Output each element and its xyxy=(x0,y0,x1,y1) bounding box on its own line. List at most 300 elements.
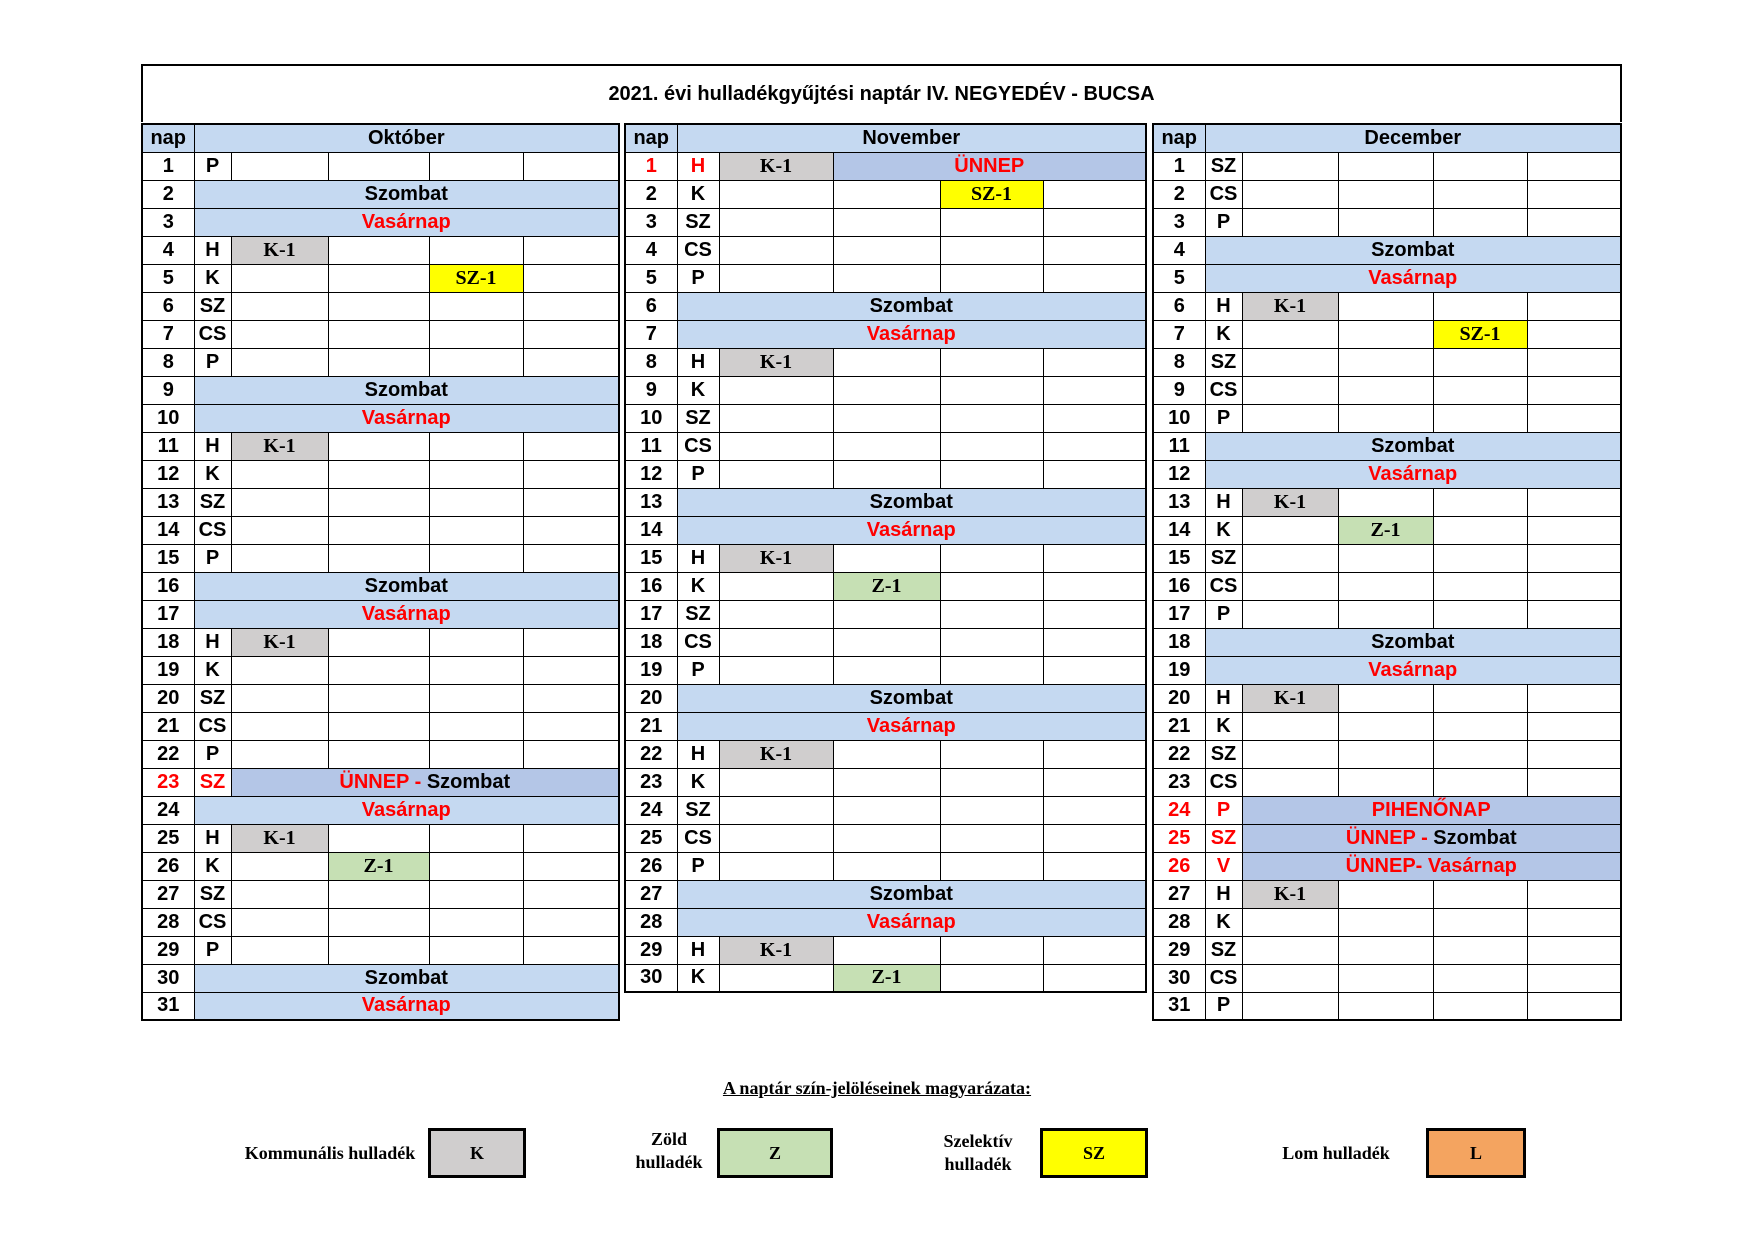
collection-slot xyxy=(523,544,619,572)
day-row xyxy=(625,348,1146,376)
day-number: 27 xyxy=(1153,880,1205,908)
collection-slot xyxy=(1527,992,1621,1020)
weekday: P xyxy=(1205,208,1242,236)
collection-slot xyxy=(429,824,523,852)
collection-slot xyxy=(940,936,1043,964)
day-number: 12 xyxy=(1153,460,1205,488)
day-row xyxy=(1153,348,1621,376)
collection-slot xyxy=(1338,544,1433,572)
collection-slot xyxy=(231,264,328,292)
day-row xyxy=(142,544,619,572)
collection-slot xyxy=(429,852,523,880)
collection-slot xyxy=(1527,908,1621,936)
collection-slot xyxy=(328,460,429,488)
collection-slot: SZ-1 xyxy=(1433,320,1527,348)
collection-slot xyxy=(328,320,429,348)
collection-slot xyxy=(940,600,1043,628)
collection-slot xyxy=(1043,432,1146,460)
day-row xyxy=(1153,264,1621,292)
day-number: 30 xyxy=(1153,964,1205,992)
collection-slot xyxy=(719,180,833,208)
day-row xyxy=(1153,936,1621,964)
weekday: SZ xyxy=(677,208,719,236)
collection-slot xyxy=(1338,180,1433,208)
collection-slot xyxy=(429,516,523,544)
collection-slot xyxy=(1433,208,1527,236)
collection-slot xyxy=(1338,488,1433,516)
weekday: SZ xyxy=(677,600,719,628)
day-row xyxy=(1153,320,1621,348)
day-number: 22 xyxy=(142,740,194,768)
day-row xyxy=(142,488,619,516)
day-number: 2 xyxy=(1153,180,1205,208)
collection-slot xyxy=(523,236,619,264)
collection-slot: Z-1 xyxy=(328,852,429,880)
day-row xyxy=(1153,404,1621,432)
weekday: P xyxy=(194,152,231,180)
day-row xyxy=(1153,824,1621,852)
collection-slot xyxy=(719,236,833,264)
collection-slot xyxy=(1433,992,1527,1020)
saturday-band: Szombat xyxy=(194,964,619,992)
collection-slot xyxy=(940,460,1043,488)
collection-slot xyxy=(940,656,1043,684)
weekday: P xyxy=(1205,600,1242,628)
collection-slot xyxy=(328,936,429,964)
day-row xyxy=(142,992,619,1020)
day-number: 12 xyxy=(142,460,194,488)
day-row xyxy=(1153,460,1621,488)
collection-slot xyxy=(1433,936,1527,964)
day-number: 25 xyxy=(1153,824,1205,852)
collection-slot xyxy=(1043,852,1146,880)
day-row xyxy=(625,180,1146,208)
weekday: CS xyxy=(194,908,231,936)
day-row xyxy=(142,236,619,264)
collection-slot xyxy=(1433,712,1527,740)
saturday-band: Szombat xyxy=(1205,236,1621,264)
collection-slot: K-1 xyxy=(719,348,833,376)
collection-slot xyxy=(1433,348,1527,376)
day-number: 4 xyxy=(142,236,194,264)
collection-slot xyxy=(719,432,833,460)
collection-slot: Z-1 xyxy=(833,572,940,600)
day-row xyxy=(625,964,1146,992)
collection-slot xyxy=(1043,768,1146,796)
day-number: 9 xyxy=(1153,376,1205,404)
day-row xyxy=(142,292,619,320)
collection-slot xyxy=(429,684,523,712)
collection-slot: K-1 xyxy=(231,628,328,656)
day-row xyxy=(625,824,1146,852)
collection-slot xyxy=(1433,488,1527,516)
day-number: 22 xyxy=(625,740,677,768)
collection-slot xyxy=(719,208,833,236)
legend-title: A naptár szín-jelöléseinek magyarázata: xyxy=(722,1078,1032,1098)
nap-header: nap xyxy=(625,124,677,152)
saturday-band: Szombat xyxy=(194,572,619,600)
collection-slot xyxy=(1043,208,1146,236)
collection-slot xyxy=(1527,964,1621,992)
weekday: K xyxy=(1205,516,1242,544)
day-number: 10 xyxy=(1153,404,1205,432)
day-row xyxy=(1153,376,1621,404)
day-row xyxy=(625,292,1146,320)
collection-slot xyxy=(523,516,619,544)
weekday: P xyxy=(1205,404,1242,432)
collection-slot xyxy=(940,544,1043,572)
day-row xyxy=(1153,292,1621,320)
day-number: 7 xyxy=(625,320,677,348)
weekday: CS xyxy=(677,236,719,264)
day-number: 13 xyxy=(142,488,194,516)
collection-slot xyxy=(328,824,429,852)
collection-slot xyxy=(523,628,619,656)
holiday-band: PIHENŐNAP xyxy=(1242,796,1621,824)
day-number: 14 xyxy=(625,516,677,544)
collection-slot xyxy=(833,264,940,292)
holiday-band xyxy=(231,768,619,796)
collection-slot xyxy=(1433,572,1527,600)
day-row xyxy=(142,712,619,740)
weekday: CS xyxy=(677,628,719,656)
collection-slot xyxy=(1527,880,1621,908)
day-number: 16 xyxy=(142,572,194,600)
day-row xyxy=(142,796,619,824)
day-row xyxy=(625,264,1146,292)
collection-slot xyxy=(1242,516,1338,544)
collection-slot xyxy=(523,824,619,852)
saturday-band: Szombat xyxy=(677,488,1146,516)
day-number: 31 xyxy=(1153,992,1205,1020)
day-row xyxy=(1153,656,1621,684)
sunday-band: Vasárnap xyxy=(194,600,619,628)
collection-slot xyxy=(1338,880,1433,908)
collection-slot xyxy=(940,376,1043,404)
collection-slot: Z-1 xyxy=(833,964,940,992)
collection-slot: SZ-1 xyxy=(940,180,1043,208)
collection-slot xyxy=(1043,544,1146,572)
collection-slot xyxy=(940,208,1043,236)
collection-slot xyxy=(833,208,940,236)
collection-slot xyxy=(1527,600,1621,628)
day-row xyxy=(142,376,619,404)
collection-slot xyxy=(1433,880,1527,908)
collection-slot xyxy=(1433,180,1527,208)
collection-slot xyxy=(940,796,1043,824)
day-number: 17 xyxy=(1153,600,1205,628)
day-number: 16 xyxy=(1153,572,1205,600)
day-number: 8 xyxy=(625,348,677,376)
collection-slot xyxy=(429,712,523,740)
saturday-band: Szombat xyxy=(677,880,1146,908)
day-number: 28 xyxy=(142,908,194,936)
day-number: 1 xyxy=(625,152,677,180)
day-row xyxy=(142,740,619,768)
weekday: H xyxy=(194,824,231,852)
weekday: SZ xyxy=(677,404,719,432)
weekday: K xyxy=(194,264,231,292)
collection-slot xyxy=(940,852,1043,880)
collection-slot xyxy=(523,684,619,712)
day-number: 12 xyxy=(625,460,677,488)
collection-slot xyxy=(1527,544,1621,572)
weekday: SZ xyxy=(677,796,719,824)
collection-slot xyxy=(523,656,619,684)
month-name: Október xyxy=(194,124,619,152)
collection-slot xyxy=(833,796,940,824)
day-row xyxy=(1153,488,1621,516)
day-number: 26 xyxy=(625,852,677,880)
weekday: CS xyxy=(677,432,719,460)
collection-slot: K-1 xyxy=(231,824,328,852)
collection-slot xyxy=(231,460,328,488)
collection-slot xyxy=(523,488,619,516)
collection-slot xyxy=(1043,376,1146,404)
collection-slot xyxy=(1338,992,1433,1020)
collection-slot xyxy=(719,600,833,628)
day-row xyxy=(625,320,1146,348)
day-number: 24 xyxy=(1153,796,1205,824)
calendar-december xyxy=(1152,123,1622,1021)
collection-slot xyxy=(1433,376,1527,404)
sunday-band: Vasárnap xyxy=(677,320,1146,348)
weekday: K xyxy=(677,180,719,208)
collection-slot: Z-1 xyxy=(1338,516,1433,544)
weekday: P xyxy=(677,264,719,292)
legend-label-lom: Lom hulladék xyxy=(1282,1143,1390,1163)
day-row xyxy=(142,320,619,348)
weekday: P xyxy=(677,656,719,684)
day-row xyxy=(625,628,1146,656)
weekday: CS xyxy=(1205,768,1242,796)
weekday: K xyxy=(1205,908,1242,936)
collection-slot xyxy=(1527,320,1621,348)
collection-slot xyxy=(719,824,833,852)
weekday: H xyxy=(1205,488,1242,516)
day-row xyxy=(142,600,619,628)
collection-slot xyxy=(523,740,619,768)
day-row xyxy=(1153,740,1621,768)
weekday: CS xyxy=(194,320,231,348)
day-row xyxy=(1153,852,1621,880)
collection-slot xyxy=(1433,404,1527,432)
weekday: CS xyxy=(677,824,719,852)
day-row xyxy=(1153,152,1621,180)
collection-slot xyxy=(328,236,429,264)
collection-slot xyxy=(1242,152,1338,180)
collection-slot xyxy=(1242,208,1338,236)
day-row xyxy=(625,432,1146,460)
day-row xyxy=(142,208,619,236)
collection-slot xyxy=(429,236,523,264)
collection-slot xyxy=(231,516,328,544)
collection-slot xyxy=(1338,572,1433,600)
day-number: 14 xyxy=(1153,516,1205,544)
collection-slot xyxy=(940,768,1043,796)
collection-slot xyxy=(523,348,619,376)
day-number: 8 xyxy=(1153,348,1205,376)
saturday-band: Szombat xyxy=(1205,628,1621,656)
weekday: K xyxy=(677,964,719,992)
day-number: 9 xyxy=(142,376,194,404)
holiday-band xyxy=(1242,824,1621,852)
day-row xyxy=(1153,432,1621,460)
weekday: P xyxy=(194,544,231,572)
collection-slot xyxy=(1043,348,1146,376)
day-number: 16 xyxy=(625,572,677,600)
nap-header: nap xyxy=(142,124,194,152)
nap-header: nap xyxy=(1153,124,1205,152)
weekday: SZ xyxy=(194,880,231,908)
day-number: 28 xyxy=(1153,908,1205,936)
collection-slot xyxy=(1043,404,1146,432)
day-number: 23 xyxy=(625,768,677,796)
collection-slot xyxy=(523,460,619,488)
collection-slot xyxy=(940,236,1043,264)
collection-slot xyxy=(231,320,328,348)
collection-slot xyxy=(429,348,523,376)
collection-slot xyxy=(1433,600,1527,628)
day-row xyxy=(625,236,1146,264)
weekday: CS xyxy=(1205,376,1242,404)
collection-slot xyxy=(833,236,940,264)
day-number: 30 xyxy=(625,964,677,992)
day-row xyxy=(1153,208,1621,236)
collection-slot xyxy=(1242,964,1338,992)
collection-slot xyxy=(1433,684,1527,712)
collection-slot xyxy=(1242,376,1338,404)
collection-slot xyxy=(523,320,619,348)
day-row xyxy=(142,628,619,656)
collection-slot: K-1 xyxy=(1242,684,1338,712)
collection-slot xyxy=(1242,348,1338,376)
collection-slot xyxy=(1043,936,1146,964)
day-row xyxy=(625,460,1146,488)
weekday: CS xyxy=(1205,572,1242,600)
collection-slot xyxy=(1338,376,1433,404)
collection-slot xyxy=(719,796,833,824)
day-row xyxy=(142,460,619,488)
collection-slot xyxy=(833,768,940,796)
day-row xyxy=(1153,544,1621,572)
collection-slot xyxy=(1433,292,1527,320)
day-number: 4 xyxy=(1153,236,1205,264)
day-row xyxy=(625,908,1146,936)
day-row xyxy=(142,264,619,292)
collection-slot xyxy=(1338,684,1433,712)
legend-label-kommunalis: Kommunális hulladék xyxy=(244,1143,416,1163)
collection-slot xyxy=(1242,600,1338,628)
collection-slot xyxy=(1242,572,1338,600)
collection-slot xyxy=(1242,992,1338,1020)
day-row xyxy=(142,348,619,376)
day-number: 11 xyxy=(625,432,677,460)
day-number: 26 xyxy=(1153,852,1205,880)
collection-slot xyxy=(231,880,328,908)
day-row xyxy=(1153,180,1621,208)
day-number: 29 xyxy=(142,936,194,964)
month-name: December xyxy=(1205,124,1621,152)
day-number: 20 xyxy=(1153,684,1205,712)
weekday: P xyxy=(194,936,231,964)
legend-box-l: L xyxy=(1426,1128,1526,1178)
saturday-band: Szombat xyxy=(1205,432,1621,460)
day-row xyxy=(142,404,619,432)
collection-slot xyxy=(719,964,833,992)
day-number: 9 xyxy=(625,376,677,404)
collection-slot xyxy=(523,292,619,320)
collection-slot xyxy=(523,880,619,908)
sunday-band: Vasárnap xyxy=(1205,656,1621,684)
weekday: H xyxy=(677,544,719,572)
day-number: 27 xyxy=(625,880,677,908)
collection-slot xyxy=(328,152,429,180)
day-row xyxy=(1153,796,1621,824)
collection-slot xyxy=(1043,264,1146,292)
collection-slot xyxy=(1043,796,1146,824)
weekday: CS xyxy=(1205,180,1242,208)
saturday-band: Szombat xyxy=(194,376,619,404)
day-number: 13 xyxy=(625,488,677,516)
day-number: 1 xyxy=(1153,152,1205,180)
collection-slot xyxy=(429,656,523,684)
day-row xyxy=(142,936,619,964)
collection-slot xyxy=(1242,768,1338,796)
day-number: 3 xyxy=(142,208,194,236)
collection-slot xyxy=(1433,964,1527,992)
day-row xyxy=(142,180,619,208)
collection-slot xyxy=(1527,208,1621,236)
day-number: 21 xyxy=(625,712,677,740)
weekday: V xyxy=(1205,852,1242,880)
weekday: P xyxy=(1205,992,1242,1020)
day-row xyxy=(142,880,619,908)
collection-slot xyxy=(523,852,619,880)
day-number: 10 xyxy=(142,404,194,432)
calendar-november xyxy=(624,123,1147,993)
collection-slot xyxy=(1338,908,1433,936)
collection-slot xyxy=(1242,712,1338,740)
collection-slot: K-1 xyxy=(1242,880,1338,908)
day-number: 11 xyxy=(142,432,194,460)
collection-slot xyxy=(1043,964,1146,992)
legend-label-szelektiv: Szelektív hulladék xyxy=(943,1131,1013,1174)
sunday-band: Vasárnap xyxy=(194,796,619,824)
collection-slot xyxy=(328,516,429,544)
collection-slot xyxy=(429,460,523,488)
collection-slot xyxy=(328,740,429,768)
day-row xyxy=(1153,992,1621,1020)
day-row xyxy=(142,656,619,684)
collection-slot xyxy=(429,628,523,656)
collection-slot xyxy=(523,712,619,740)
collection-slot xyxy=(328,712,429,740)
day-row xyxy=(625,936,1146,964)
collection-slot xyxy=(328,348,429,376)
collection-slot xyxy=(833,740,940,768)
day-number: 15 xyxy=(1153,544,1205,572)
day-number: 30 xyxy=(142,964,194,992)
collection-slot xyxy=(1527,404,1621,432)
collection-slot xyxy=(940,572,1043,600)
weekday: SZ xyxy=(194,292,231,320)
weekday: H xyxy=(677,348,719,376)
collection-slot xyxy=(523,432,619,460)
weekday: P xyxy=(677,852,719,880)
collection-slot xyxy=(1433,152,1527,180)
day-row xyxy=(1153,712,1621,740)
